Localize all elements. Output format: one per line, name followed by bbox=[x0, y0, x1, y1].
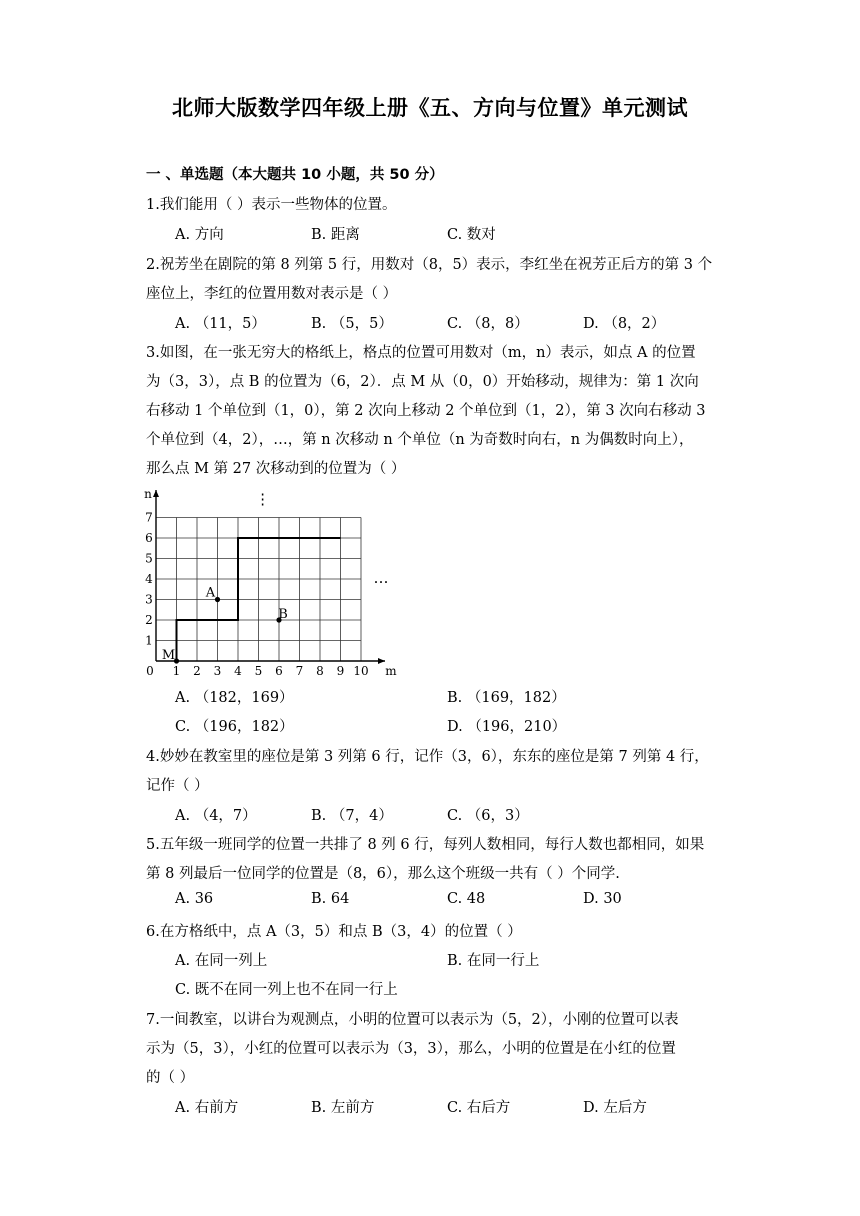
q7-stem-line-1: 7.一间教室，以讲台为观测点，小明的位置可以表示为（5，2），小刚的位置可以表 bbox=[146, 1012, 679, 1028]
q6-stem: 6.在方格纸中，点 A（3，5）和点 B（3，4）的位置（ ） bbox=[146, 924, 522, 940]
q4-option-a[interactable]: A. （4，7） bbox=[175, 808, 257, 824]
q2-option-c[interactable]: C. （8，8） bbox=[447, 316, 529, 332]
q5-option-d[interactable]: D. 30 bbox=[583, 891, 622, 907]
q2-option-b[interactable]: B. （5，5） bbox=[311, 316, 393, 332]
x-tick-label: 1 bbox=[172, 664, 181, 676]
y-tick-label: 1 bbox=[145, 633, 153, 648]
q3-stem-line-5: 那么点 M 第 27 次移动到的位置为（ ） bbox=[146, 461, 406, 477]
x-tick-label: 4 bbox=[234, 664, 242, 676]
q7-stem-line-3: 的（ ） bbox=[146, 1070, 195, 1086]
q3-option-b[interactable]: B. （169，182） bbox=[447, 690, 566, 706]
q3-option-a[interactable]: A. （182，169） bbox=[175, 690, 294, 706]
q7-option-c[interactable]: C. 右后方 bbox=[447, 1100, 511, 1116]
x-tick-label: 0 bbox=[146, 664, 154, 676]
q5-option-c[interactable]: C. 48 bbox=[447, 891, 486, 907]
section-heading: 一 、单选题（本大题共 10 小题，共 50 分） bbox=[146, 167, 444, 183]
y-axis-arrow bbox=[153, 490, 159, 497]
q2-option-a[interactable]: A. （11，5） bbox=[175, 316, 266, 332]
q4-option-c[interactable]: C. （6，3） bbox=[447, 808, 529, 824]
q1-option-b[interactable]: B. 距离 bbox=[311, 227, 360, 243]
x-axis-arrow bbox=[378, 658, 385, 664]
q3-stem-line-3: 右移动 1 个单位到（1，0），第 2 次向上移动 2 个单位到（1，2），第 3 次向右移动 3 bbox=[146, 403, 706, 419]
point-a bbox=[215, 597, 220, 602]
point-label-b: B bbox=[278, 607, 288, 622]
q3-stem-line-1: 3.如图，在一张无穷大的格纸上，格点的位置可用数对（m，n）表示，如点 A 的位置 bbox=[146, 345, 696, 361]
q3-stem-line-4: 个单位到（4，2），…，第 n 次移动 n 个单位（n 为奇数时向右，n 为偶数时向上）， bbox=[146, 432, 694, 448]
y-axis-label: n bbox=[144, 487, 152, 501]
x-tick-label: 5 bbox=[254, 664, 263, 676]
q6-option-c[interactable]: C. 既不在同一列上也不在同一行上 bbox=[175, 982, 398, 998]
q6-option-b[interactable]: B. 在同一行上 bbox=[447, 953, 540, 969]
y-tick-label: 3 bbox=[145, 592, 153, 607]
q5-stem-line-1: 5.五年级一班同学的位置一共排了 8 列 6 行，每列人数相同，每行人数也都相同，如果 bbox=[146, 837, 705, 853]
x-tick-label: 7 bbox=[295, 664, 304, 676]
y-tick-label: 7 bbox=[145, 510, 153, 525]
q2-stem-line-1: 2.祝芳坐在剧院的第 8 列第 5 行，用数对（8，5）表示，李红坐在祝芳正后方的第 3 个 bbox=[146, 257, 713, 273]
x-tick-label: 3 bbox=[213, 664, 222, 676]
y-tick-label: 6 bbox=[145, 531, 153, 545]
q3-stem-line-2: 为（3，3），点 B 的位置为（6，2）．点 M 从（0，0）开始移动，规律为：第 1 次向 bbox=[146, 374, 699, 390]
grid-figure bbox=[140, 484, 430, 676]
q5-stem-line-2: 第 8 列最后一位同学的位置是（8，6），那么这个班级一共有（ ）个同学. bbox=[146, 866, 620, 882]
q3-option-d[interactable]: D. （196，210） bbox=[447, 719, 567, 735]
q4-stem-line-2: 记作（ ） bbox=[146, 778, 209, 794]
q7-option-a[interactable]: A. 右前方 bbox=[175, 1100, 239, 1116]
q4-option-b[interactable]: B. （7，4） bbox=[311, 808, 393, 824]
q2-option-d[interactable]: D. （8，2） bbox=[583, 316, 666, 332]
q7-stem-line-2: 示为（5，3），小红的位置可以表示为（3，3），那么，小明的位置是在小红的位置 bbox=[146, 1041, 676, 1057]
page-title: 北师大版数学四年级上册《五、方向与位置》单元测试 bbox=[172, 96, 688, 120]
q3-option-c[interactable]: C. （196，182） bbox=[175, 719, 294, 735]
vertical-ellipsis: ⋮ bbox=[255, 490, 271, 508]
x-tick-label: 6 bbox=[275, 664, 283, 676]
q1-option-c[interactable]: C. 数对 bbox=[447, 227, 496, 243]
y-tick-label: 5 bbox=[145, 551, 153, 566]
x-tick-label: 2 bbox=[193, 664, 201, 676]
point-label-m: M bbox=[161, 648, 176, 663]
q5-option-a[interactable]: A. 36 bbox=[175, 891, 214, 907]
q2-stem-line-2: 座位上，李红的位置用数对表示是（ ） bbox=[146, 286, 398, 302]
q7-option-d[interactable]: D. 左后方 bbox=[583, 1100, 647, 1116]
q1-stem: 1.我们能用（ ）表示一些物体的位置。 bbox=[146, 197, 397, 213]
horizontal-ellipsis: … bbox=[373, 569, 389, 588]
y-tick-label: 2 bbox=[145, 613, 153, 627]
q1-option-a[interactable]: A. 方向 bbox=[175, 227, 224, 243]
q7-option-b[interactable]: B. 左前方 bbox=[311, 1100, 375, 1116]
point-label-a: A bbox=[205, 585, 216, 601]
x-tick-label: 10 bbox=[353, 664, 369, 676]
q5-option-b[interactable]: B. 64 bbox=[311, 891, 350, 907]
x-axis-label: m bbox=[385, 664, 397, 676]
x-tick-label: 9 bbox=[336, 664, 345, 676]
x-tick-label: 8 bbox=[316, 664, 324, 676]
y-tick-label: 4 bbox=[145, 572, 153, 586]
q4-stem-line-1: 4.妙妙在教室里的座位是第 3 列第 6 行，记作（3，6），东东的座位是第 7 列第 4 行， bbox=[146, 749, 709, 765]
q6-option-a[interactable]: A. 在同一列上 bbox=[175, 953, 268, 969]
